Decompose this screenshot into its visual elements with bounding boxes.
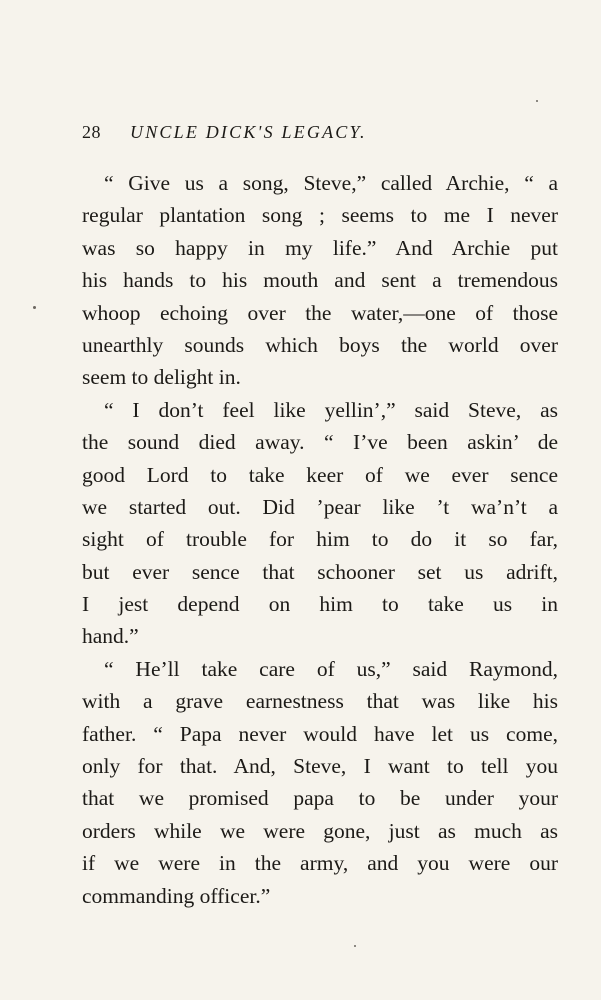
page-header bbox=[76, 122, 546, 152]
paper-speck bbox=[354, 945, 356, 947]
text-line: regular plantation song ; seems to me I never bbox=[82, 203, 558, 228]
text-line: good Lord to take keer of we ever sence bbox=[82, 462, 558, 487]
text-line: his hands to his mouth and sent a tremendous bbox=[82, 268, 558, 293]
text-line: with a grave earnestness that was like his bbox=[82, 689, 558, 714]
text-line: only for that. And, Steve, I want to tell you bbox=[82, 754, 558, 779]
text-line: but ever sence that schooner set us adrift, bbox=[82, 559, 558, 584]
text-line: was so happy in my life.” And Archie put bbox=[82, 235, 558, 260]
text-line: unearthly sounds which boys the world over bbox=[82, 332, 558, 357]
text-line: whoop echoing over the water,—one of those bbox=[82, 300, 558, 325]
paper-speck bbox=[536, 100, 538, 102]
page-number: 28 bbox=[82, 122, 101, 142]
text-line: if we were in the army, and you were our bbox=[82, 851, 558, 876]
text-line: “ Give us a song, Steve,” called Archie, “ a bbox=[104, 171, 558, 195]
text-line: that we promised papa to be under your bbox=[82, 786, 558, 811]
text-line: I jest depend on him to take us in bbox=[82, 592, 558, 617]
text-line: sight of trouble for him to do it so far, bbox=[82, 527, 558, 552]
text-line: commanding officer.” bbox=[82, 883, 271, 908]
text-line: hand.” bbox=[82, 624, 139, 649]
text-line: orders while we were gone, just as much as bbox=[82, 818, 558, 843]
text-line: seem to delight in. bbox=[82, 365, 241, 390]
text-line: we started out. Did ’pear like ’t wa’n’t a bbox=[82, 494, 558, 519]
running-head: UNCLE DICK'S LEGACY. bbox=[130, 122, 367, 142]
text-line: “ He’ll take care of us,” said Raymond, bbox=[104, 656, 558, 681]
body-text bbox=[82, 167, 558, 912]
text-line: “ I don’t feel like yellin’,” said Steve, as bbox=[104, 397, 558, 422]
text-line: the sound died away. “ I’ve been askin’ de bbox=[82, 430, 558, 455]
paper-speck bbox=[33, 306, 36, 309]
text-line: father. “ Papa never would have let us come, bbox=[82, 721, 558, 746]
